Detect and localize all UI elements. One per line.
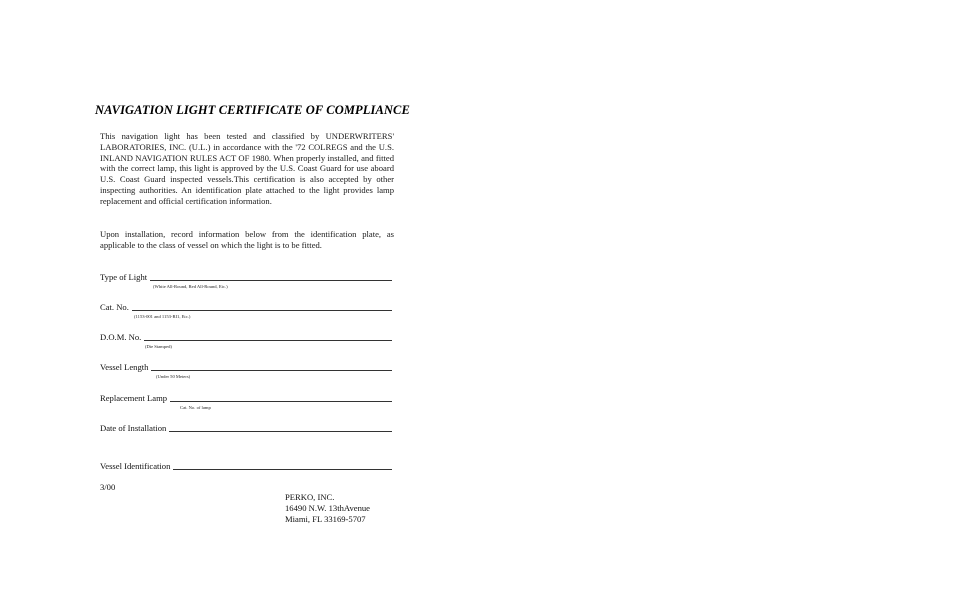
type-of-light-label: Type of Light (100, 272, 148, 282)
vessel-length-hint: (Under 50 Meters) (156, 374, 191, 379)
replacement-lamp-hint: Cat. No. of lamp (180, 405, 211, 410)
cat-no-line[interactable] (132, 310, 392, 311)
cat-no-hint: (1153-001 and 1153-RI1, Etc.) (134, 314, 191, 319)
street-address: 16490 N.W. 13thAvenue (285, 503, 370, 513)
company-name: PERKO, INC. (285, 492, 335, 502)
type-of-light-line[interactable] (150, 280, 392, 281)
replacement-lamp-line[interactable] (170, 401, 392, 402)
dom-no-line[interactable] (144, 340, 392, 341)
vessel-length-line[interactable] (151, 370, 392, 371)
date-of-installation-label: Date of Installation (100, 423, 167, 433)
dom-no-field[interactable] (100, 331, 392, 353)
certificate-title: NAVIGATION LIGHT CERTIFICATE OF COMPLIANCE (95, 103, 410, 117)
certification-paragraph: This navigation light has been tested and classified by UNDERWRITERS' LABORATORIES, INC. (U.L.) in accordance with the '72 COLREGS and the U.S. INLAND NAVIGATION RULES ACT OF 1980. When properly installed, and fitted with the correct lamp, this light is approved by the U.S. Coast Guard for use aboard U.S. Coast Guard inspected vessels.This certification is also accepted by other inspecting authorities. An identification plate attached to the light provides lamp replacement and official certification information. (100, 131, 394, 206)
company-address (285, 492, 370, 525)
replacement-lamp-label: Replacement Lamp (100, 393, 168, 403)
vessel-length-field[interactable] (100, 361, 392, 383)
city-state-zip: Miami, FL 33169-5707 (285, 514, 366, 524)
type-of-light-field[interactable] (100, 271, 392, 293)
vessel-length-label: Vessel Length (100, 362, 149, 372)
dom-no-label: D.O.M. No. (100, 332, 142, 342)
vessel-identification-field[interactable] (100, 460, 392, 482)
dom-no-hint: (Die Stamped) (145, 344, 172, 349)
cat-no-label: Cat. No. (100, 302, 129, 312)
date-of-installation-field[interactable] (100, 422, 392, 444)
installation-instructions: Upon installation, record information below from the identification plate, as applicable to the class of vessel on which the light is to be fitted. (100, 229, 394, 250)
replacement-lamp-field[interactable] (100, 392, 392, 414)
vessel-identification-line[interactable] (173, 469, 392, 470)
cat-no-field[interactable] (100, 301, 392, 323)
vessel-identification-label: Vessel Identification (100, 461, 171, 471)
type-of-light-hint: (White All-Round, Red All-Round, Etc.) (153, 284, 228, 289)
date-of-installation-line[interactable] (169, 431, 392, 432)
revision-date: 3/00 (100, 482, 116, 492)
